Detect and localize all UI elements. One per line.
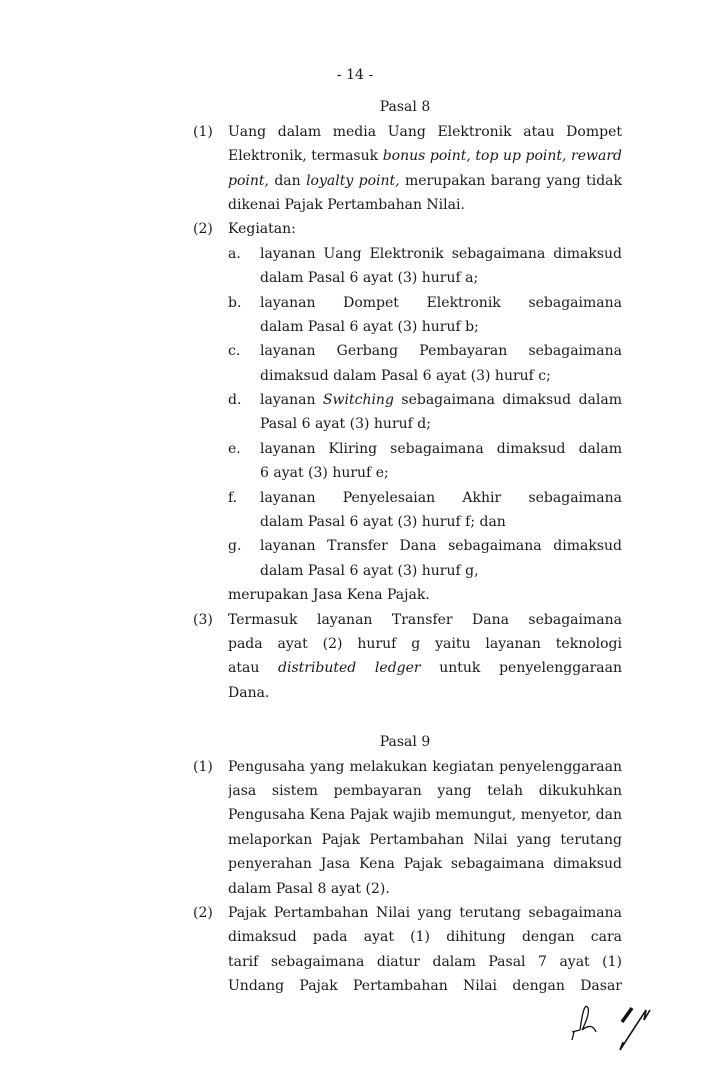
italic-term: Switching [322,392,394,409]
text-line [0,632,706,656]
text-segment: Pengusaha yang melakukan kegiatan penyelenggaraan [228,758,622,775]
text-segment: dalam Pasal 6 ayat (3) huruf b; [260,318,479,335]
line-text [260,339,622,363]
text-segment: Termasuk layanan Transfer Dana sebagaimana [228,611,622,628]
item-label: c. [228,343,241,360]
text-segment: merupakan Jasa Kena Pajak. [228,587,430,604]
line-text [228,877,622,901]
text-line [0,510,706,534]
article-heading [0,95,706,119]
text-segment: penyerahan Jasa Kena Pajak sebagaimana dimaksud [228,856,622,873]
line-text [228,95,582,119]
line-text [260,461,622,485]
text-line [0,291,706,315]
text-segment: jasa sistem pembayaran yang telah dikukuhkan [228,782,622,799]
line-text [260,388,622,412]
text-segment: tarif sebagaimana diatur dalam Pasal 7 ayat (1) [228,953,622,970]
text-segment: Kegiatan: [228,221,296,238]
text-line [0,169,706,193]
text-segment: dikenai Pajak Pertambahan Nilai. [228,196,465,213]
text-line [0,266,706,290]
text-segment: pada ayat (2) huruf g yaitu layanan teknologi [228,635,622,652]
article-heading [0,730,706,754]
text-segment: layanan Uang Elektronik sebagaimana dimaksud [260,245,622,262]
line-text [228,120,622,144]
line-text [228,217,622,241]
text-segment: layanan Transfer Dana sebagaimana dimaksud [260,538,622,555]
text-line [0,803,706,827]
line-text [228,583,622,607]
line-text [228,755,622,779]
text-line [0,364,706,388]
line-text [228,925,622,949]
text-segment: sebagaimana dimaksud dalam [393,392,622,409]
item-label: g. [228,538,242,555]
italic-term: distributed ledger [278,660,421,677]
text-line [0,242,706,266]
text-segment: , dan [264,172,307,189]
text-line [0,925,706,949]
text-line [0,828,706,852]
text-segment: merupakan barang yang tidak [399,172,622,189]
text-segment: Elektronik, termasuk [228,148,383,165]
line-text [260,364,622,388]
text-line [0,534,706,558]
text-segment: layanan Kliring sebagaimana dimaksud dalam [260,440,622,457]
text-segment: melaporkan Pajak Pertambahan Nilai yang terutang [228,831,622,848]
line-text [228,828,622,852]
document-page [0,63,706,998]
line-text [228,730,582,754]
signature-paraf [560,990,670,1070]
line-text [0,63,706,87]
line-text [260,559,622,583]
line-text [260,412,622,436]
text-segment: dimaksud pada ayat (1) dihitung dengan cara [228,929,622,946]
text-line [0,901,706,925]
text-segment: dimaksud dalam Pasal 6 ayat (3) huruf c; [260,367,551,384]
text-segment: 6 ayat (3) huruf e; [260,465,389,482]
text-segment: Pengusaha Kena Pajak wajib memungut, menyetor, dan [228,807,622,824]
text-line [0,852,706,876]
line-text [260,266,622,290]
text-line [0,144,706,168]
text-segment: layanan Dompet Elektronik sebagaimana [260,294,622,311]
text-line [0,877,706,901]
line-text [228,144,622,168]
text-segment: dalam Pasal 6 ayat (3) huruf f; dan [260,514,506,531]
text-segment: Undang Pajak Pertambahan Nilai dengan Dasar [228,978,622,995]
line-text [260,437,622,461]
item-label: a. [228,245,241,262]
text-line [0,339,706,363]
italic-term: point [228,172,265,189]
line-text [228,656,622,680]
text-segment: Uang dalam media Uang Elektronik atau Dompet [228,123,622,140]
text-segment: Pasal 6 ayat (3) huruf d; [260,416,431,433]
line-text [228,950,622,974]
page-number [0,63,706,87]
text-segment: layanan [260,392,323,409]
line-text [228,169,622,193]
text-segment: Dana. [228,684,270,701]
text-segment: Pajak Pertambahan Nilai yang terutang sebagaimana [228,904,622,921]
text-line [0,559,706,583]
text-line [0,412,706,436]
text-line [0,437,706,461]
text-line [0,950,706,974]
line-text [228,803,622,827]
text-line [0,461,706,485]
text-line [0,120,706,144]
item-label: e. [228,440,241,457]
line-text [260,510,622,534]
line-text [260,291,622,315]
item-label: (1) [193,123,213,140]
text-segment: layanan Penyelesaian Akhir sebagaimana [260,489,622,506]
line-text [260,534,622,558]
line-text [228,608,622,632]
text-line [0,193,706,217]
line-text [228,193,622,217]
text-segment: untuk penyelenggaraan [439,660,622,677]
italic-term: loyalty point, [306,172,400,189]
text-line [0,217,706,241]
item-label: f. [228,489,238,506]
text-segment: dalam Pasal 6 ayat (3) huruf a; [260,270,479,287]
text-segment: layanan Gerbang Pembayaran sebagaimana [260,343,622,360]
text-line [0,779,706,803]
text-line [0,583,706,607]
line-text [228,852,622,876]
item-label: b. [228,294,242,311]
text-line [0,656,706,680]
line-text [260,486,622,510]
text-line [0,755,706,779]
text-line [0,608,706,632]
text-line [0,315,706,339]
item-label: (3) [193,611,213,628]
item-label: d. [228,392,242,409]
italic-term: bonus point, top up point, reward [382,148,622,165]
line-text [260,242,622,266]
line-text [228,779,622,803]
text-line [0,388,706,412]
text-line [0,486,706,510]
text-line [0,681,706,705]
item-label: (2) [193,221,213,238]
text-segment: dalam Pasal 8 ayat (2). [228,880,390,897]
line-text [260,315,622,339]
line-text [228,901,622,925]
item-label: (2) [193,904,213,921]
text-segment: Pasal 9 [379,734,431,751]
item-label: (1) [193,758,213,775]
line-text [228,632,622,656]
text-segment: dalam Pasal 6 ayat (3) huruf g, [260,562,479,579]
text-segment: Pasal 8 [379,99,431,116]
line-text [228,681,622,705]
text-segment: atau [228,660,278,677]
text-segment: - 14 - [336,67,374,83]
